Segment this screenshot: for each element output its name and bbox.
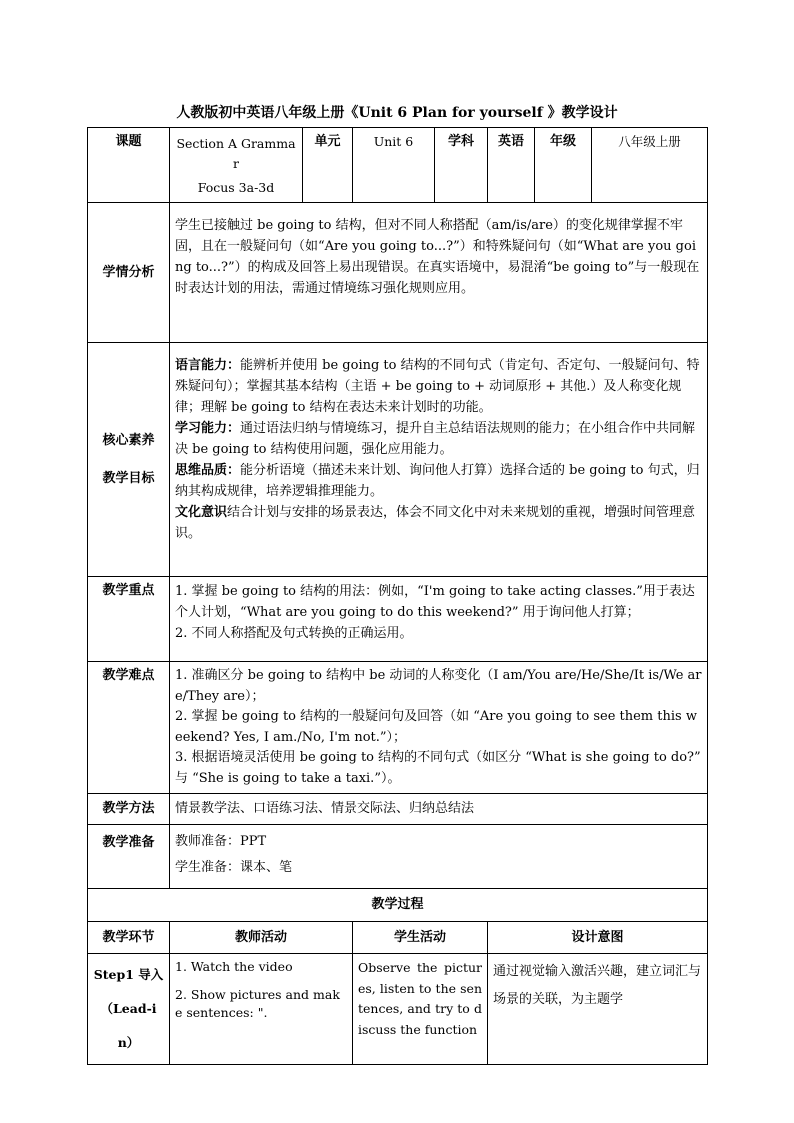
unit-label: 单元: [303, 128, 353, 203]
goal-text: 能分析语境（描述未来计划、询问他人打算）选择合适的 be going to 句式，归纳其构成规律，培养逻辑推理能力。: [175, 463, 700, 499]
process-header-teacher: 教师活动: [170, 922, 353, 954]
preparation-label: 教学准备: [88, 825, 170, 889]
teacher-activity-2: 2. Show pictures and make sentences: ".: [175, 987, 340, 1020]
document-title: 人教版初中英语八年级上册《Unit 6 Plan for yourself 》教学设计: [176, 105, 618, 121]
goals-label-line2: 教学目标: [102, 470, 155, 486]
difficulty-item: 2. 掌握 be going to 结构的一般疑问句及回答（如 “Are you going to see them this weekend? Yes, I am./No, I'm not.”）；: [175, 709, 697, 745]
methods-label: 教学方法: [88, 794, 170, 825]
process-header-intent: 设计意图: [488, 922, 708, 954]
difficulties-row: [88, 662, 708, 794]
methods-row: [88, 794, 708, 825]
goal-head: 文化意识: [175, 505, 228, 520]
student-activity: Observe the pictures, listen to the sentences, and try to discuss the function: [353, 954, 488, 1065]
process-header-row: [88, 922, 708, 954]
difficulties-label: 教学难点: [88, 662, 170, 794]
process-header-step: 教学环节: [88, 922, 170, 954]
step-label-line2: （Lead-in）: [100, 1001, 157, 1050]
analysis-label: 学情分析: [88, 203, 170, 343]
methods-text: 情景教学法、口语练习法、情景交际法、归纳总结法: [170, 794, 708, 825]
goal-item: [175, 355, 702, 418]
key-points-row: [88, 577, 708, 662]
goal-text: 能辨析并使用 be going to 结构的不同句式（肯定句、否定句、一般疑问句、特殊疑问句）；掌握其基本结构（主语 + be going to + 动词原形 + 其他.）及人称变化规律；理解 be going to 结构在表达未来计划时的功能。: [175, 358, 700, 415]
teacher-prep: 教师准备：PPT: [175, 834, 267, 849]
goal-head: 思维品质：: [175, 463, 241, 478]
goal-head: 学习能力：: [175, 421, 241, 436]
student-prep: 学生准备：课本、笔: [175, 860, 293, 875]
analysis-text: 学生已接触过 be going to 结构，但对不同人称搭配（am/is/are）的变化规律掌握不牢固，且在一般疑问句（如“Are you going to...?”）和特殊疑问句（如“What are you going to...?”）的构成及回答上易出现错误。在真实语境中，易混淆“be going to”与一般现在时表达计划的用法，需通过情境练习强化规则应用。: [170, 203, 708, 343]
unit-value: Unit 6: [353, 128, 435, 203]
process-title: 教学过程: [88, 889, 708, 922]
difficulty-item: 1. 准确区分 be going to 结构中 be 动词的人称变化（I am/You are/He/She/It is/We are/They are）；: [175, 668, 702, 704]
process-header-student: 学生活动: [353, 922, 488, 954]
grade-label: 年级: [535, 128, 592, 203]
goal-item: [175, 502, 702, 544]
step-label-line1: Step1 导入: [93, 967, 164, 982]
goals-label-line1: 核心素养: [102, 432, 155, 448]
preparation-row: [88, 825, 708, 889]
key-points-label: 教学重点: [88, 577, 170, 662]
analysis-row: [88, 203, 708, 343]
teacher-activity-1: 1. Watch the video: [175, 959, 293, 974]
grade-value: 八年级上册: [592, 128, 708, 203]
goal-head: 语言能力：: [175, 358, 241, 373]
topic-value-line1: Section A Grammar: [176, 136, 296, 171]
goal-text: 结合计划与安排的场景表达，体会不同文化中对未来规划的重视，增强时间管理意识。: [175, 505, 696, 541]
key-point-item: 2. 不同人称搭配及句式转换的正确运用。: [175, 626, 413, 641]
goals-row: [88, 343, 708, 577]
goal-text: 通过语法归纳与情境练习，提升自主总结语法规则的能力；在小组合作中共同解决 be going to 结构使用问题，强化应用能力。: [175, 421, 696, 457]
design-intent: 通过视觉输入激活兴趣，建立词汇与场景的关联，为主题学: [488, 954, 708, 1065]
step-row: [88, 954, 708, 1065]
goals-label: [88, 343, 170, 577]
goal-item: [175, 418, 702, 460]
goal-item: [175, 460, 702, 502]
subject-value: 英语: [488, 128, 535, 203]
subject-label: 学科: [435, 128, 488, 203]
topic-label: 课题: [88, 128, 170, 203]
difficulty-item: 3. 根据语境灵活使用 be going to 结构的不同句式（如区分 “What is she going to do?” 与 “She is going to take a taxi.”）。: [175, 750, 701, 786]
lesson-plan-table: [87, 127, 708, 1065]
topic-value-line2: Focus 3a-3d: [197, 180, 275, 195]
info-row: [88, 128, 708, 203]
process-title-row: [88, 889, 708, 922]
key-point-item: 1. 掌握 be going to 结构的用法：例如，“I'm going to take acting classes.”用于表达个人计划，“What are you going to do this weekend?” 用于询问他人打算；: [175, 584, 695, 620]
